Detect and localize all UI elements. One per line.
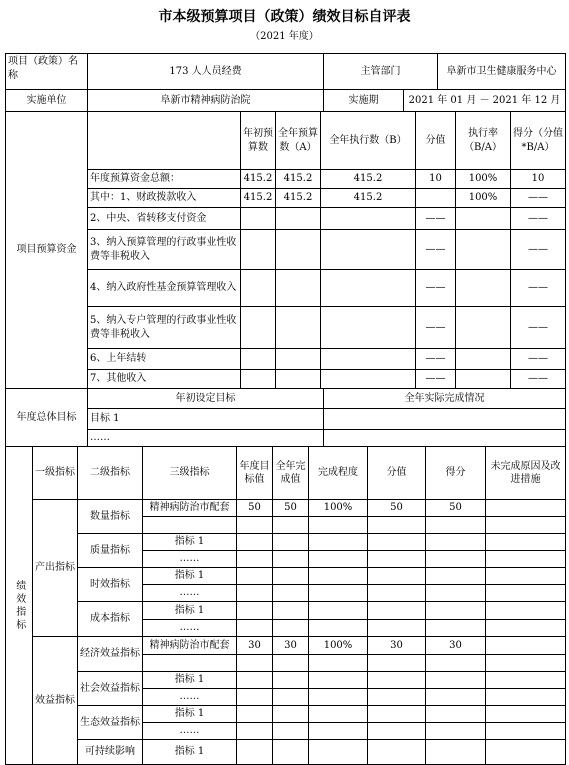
project-name-value: 173 人人员经费 xyxy=(87,53,324,90)
got-value xyxy=(425,705,486,723)
goals-done-1 xyxy=(323,408,566,430)
year-note: （2021 年度） xyxy=(250,31,319,42)
budget-cell-rate: 100% xyxy=(455,169,511,189)
lvl3-cell: 精神病防治市配套 xyxy=(142,499,237,517)
lvl3-cell: 指标 1 xyxy=(142,705,237,723)
budget-cell-initial xyxy=(240,369,276,389)
period-label: 实施期 xyxy=(323,89,404,112)
score-value: 30 xyxy=(367,636,426,655)
score-value xyxy=(367,516,426,534)
got-value xyxy=(425,688,486,706)
budget-cell-rate xyxy=(455,269,511,307)
degree-header: 完成程度 xyxy=(308,446,368,500)
budget-row-label: 3、纳入预算管理的行政事业性收费等非税收入 xyxy=(87,229,241,270)
score-value xyxy=(367,533,426,551)
score-value xyxy=(367,601,426,620)
actual-value xyxy=(272,619,309,637)
score-value xyxy=(367,705,426,723)
lvl3-cell: …… xyxy=(142,550,237,568)
score-value xyxy=(367,654,426,672)
target-value xyxy=(236,601,273,620)
target-value xyxy=(236,584,273,602)
reason-value xyxy=(485,550,566,568)
budget-cell-initial xyxy=(240,269,276,307)
score-value xyxy=(367,550,426,568)
score-value xyxy=(367,722,426,740)
budget-cell-exec xyxy=(320,269,416,307)
budget-cell-annual xyxy=(275,207,321,230)
score-header: 分值 xyxy=(367,446,426,500)
lvl2-cell: 数量指标 xyxy=(77,499,143,534)
target-value xyxy=(236,533,273,551)
budget-cell-exec xyxy=(320,369,416,389)
got-value xyxy=(425,601,486,620)
budget-cell-initial: 415.2 xyxy=(240,169,276,189)
budget-cell-rate xyxy=(455,306,511,349)
goals-set-label: 年初设定目标 xyxy=(87,388,324,409)
degree-value xyxy=(308,654,368,672)
actual-value xyxy=(272,584,309,602)
budget-row-label: 2、中央、省转移支付资金 xyxy=(87,207,241,230)
budget-cell-score: —— xyxy=(415,229,456,270)
got-value xyxy=(425,722,486,740)
lvl1-benefit: 效益指标 xyxy=(32,636,78,765)
reason-value xyxy=(485,619,566,637)
dept-label: 主管部门 xyxy=(323,53,438,90)
target-value xyxy=(236,722,273,740)
got-header: 得分 xyxy=(425,446,486,500)
goals-section-label: 年度总体目标 xyxy=(5,388,88,447)
score-value xyxy=(367,584,426,602)
col-rate-header: 执行率（B/A） xyxy=(455,111,511,170)
col-initial-header: 年初预算数 xyxy=(240,111,276,170)
budget-cell-initial: 415.2 xyxy=(240,188,276,208)
budget-cell-annual xyxy=(275,306,321,349)
lvl3-cell: 精神病防治市配套 xyxy=(142,636,237,655)
perf-section-label: 绩效指标 xyxy=(5,446,33,765)
reason-value xyxy=(485,688,566,706)
budget-cell-initial xyxy=(240,306,276,349)
goals-done-label: 全年实际完成情况 xyxy=(323,388,566,409)
lvl3-cell: 指标 1 xyxy=(142,533,237,551)
col-score-header: 分值 xyxy=(415,111,456,170)
target-value xyxy=(236,705,273,723)
budget-row-label: 6、上年结转 xyxy=(87,348,241,370)
actual-value xyxy=(272,533,309,551)
budget-section-label: 项目预算资金 xyxy=(5,111,88,389)
period-value: 2021 年 01 月 － 2021 年 12 月 xyxy=(403,89,566,112)
degree-value xyxy=(308,688,368,706)
budget-cell-rate xyxy=(455,207,511,230)
budget-cell-got: —— xyxy=(510,188,566,208)
degree-value: 100% xyxy=(308,636,368,655)
got-value xyxy=(425,654,486,672)
goals-more: …… xyxy=(87,429,324,447)
actual-value xyxy=(272,722,309,740)
budget-cell-exec: 415.2 xyxy=(320,188,416,208)
budget-cell-got: —— xyxy=(510,369,566,389)
budget-cell-exec: 415.2 xyxy=(320,169,416,189)
col-exec-header: 全年执行数（B） xyxy=(320,111,416,170)
budget-cell-rate: 100% xyxy=(455,188,511,208)
got-value xyxy=(425,584,486,602)
actual-header: 全年完成值 xyxy=(272,446,309,500)
score-value: 50 xyxy=(367,499,426,517)
actual-value xyxy=(272,654,309,672)
actual-value xyxy=(272,601,309,620)
lvl2-cell: 经济效益指标 xyxy=(77,636,143,672)
degree-value xyxy=(308,516,368,534)
budget-cell-got: 10 xyxy=(510,169,566,189)
degree-value: 100% xyxy=(308,499,368,517)
budget-cell-got: —— xyxy=(510,229,566,270)
budget-cell-rate xyxy=(455,229,511,270)
score-value xyxy=(367,619,426,637)
budget-cell-got: —— xyxy=(510,348,566,370)
lvl3-cell xyxy=(142,516,237,534)
reason-value xyxy=(485,567,566,585)
target-value xyxy=(236,739,273,765)
target-value xyxy=(236,516,273,534)
target-value xyxy=(236,671,273,689)
reason-header: 未完成原因及改进措施 xyxy=(485,446,566,500)
actual-value xyxy=(272,550,309,568)
budget-cell-annual xyxy=(275,229,321,270)
target-header: 年度目标值 xyxy=(236,446,273,500)
lvl3-cell xyxy=(142,654,237,672)
budget-cell-score: —— xyxy=(415,348,456,370)
lvl1-output: 产出指标 xyxy=(32,499,78,637)
got-value: 30 xyxy=(425,636,486,655)
degree-value xyxy=(308,705,368,723)
budget-row-label: 其中：1、财政拨款收入 xyxy=(87,188,241,208)
reason-value xyxy=(485,601,566,620)
lvl3-header: 三级指标 xyxy=(142,446,237,500)
budget-cell-annual: 415.2 xyxy=(275,169,321,189)
lvl3-cell: …… xyxy=(142,584,237,602)
budget-row-label: 5、纳入专户管理的行政事业性收费等非税收入 xyxy=(87,306,241,349)
actual-value xyxy=(272,705,309,723)
actual-value xyxy=(272,671,309,689)
degree-value xyxy=(308,550,368,568)
col-got-header: 得分（分值*B/A） xyxy=(510,111,566,170)
budget-cell-score: —— xyxy=(415,269,456,307)
got-value: 50 xyxy=(425,499,486,517)
target-value xyxy=(236,550,273,568)
degree-value xyxy=(308,533,368,551)
budget-cell-annual: 415.2 xyxy=(275,188,321,208)
got-value xyxy=(425,567,486,585)
col-annual-header: 全年预算数（A） xyxy=(275,111,321,170)
score-value xyxy=(367,739,426,765)
goals-target-1: 目标 1 xyxy=(87,408,324,430)
budget-cell-exec xyxy=(320,348,416,370)
got-value xyxy=(425,516,486,534)
project-name-label: 项目（政策）名称 xyxy=(5,53,88,90)
degree-value xyxy=(308,671,368,689)
budget-header-blank xyxy=(87,111,241,170)
dept-value: 阜新市卫生健康服务中心 xyxy=(437,53,566,90)
target-value xyxy=(236,654,273,672)
lvl3-cell: 指标 1 xyxy=(142,671,237,689)
reason-value xyxy=(485,654,566,672)
impl-unit-label: 实施单位 xyxy=(5,89,88,112)
lvl2-cell: 质量指标 xyxy=(77,533,143,568)
budget-cell-score: —— xyxy=(415,306,456,349)
lvl2-cell: 社会效益指标 xyxy=(77,671,143,706)
target-value: 30 xyxy=(236,636,273,655)
target-value: 50 xyxy=(236,499,273,517)
budget-row-label: 4、纳入政府性基金预算管理收入 xyxy=(87,269,241,307)
degree-value xyxy=(308,567,368,585)
reason-value xyxy=(485,533,566,551)
target-value xyxy=(236,567,273,585)
page-title: 市本级预算项目（政策）绩效目标自评表 xyxy=(158,9,411,25)
reason-value xyxy=(485,636,566,655)
actual-value: 50 xyxy=(272,499,309,517)
budget-cell-score xyxy=(415,188,456,208)
reason-value xyxy=(485,722,566,740)
budget-cell-exec xyxy=(320,229,416,270)
degree-value xyxy=(308,619,368,637)
actual-value xyxy=(272,688,309,706)
budget-cell-initial xyxy=(240,348,276,370)
reason-value xyxy=(485,499,566,517)
reason-value xyxy=(485,739,566,765)
reason-value xyxy=(485,516,566,534)
lvl2-header: 二级指标 xyxy=(77,446,143,500)
lvl2-cell: 可持续影响 xyxy=(77,739,143,765)
score-value xyxy=(367,688,426,706)
lvl3-cell: 指标 1 xyxy=(142,567,237,585)
budget-cell-score: —— xyxy=(415,369,456,389)
target-value xyxy=(236,619,273,637)
budget-cell-score: 10 xyxy=(415,169,456,189)
lvl1-header: 一级指标 xyxy=(32,446,78,500)
budget-row-label: 7、其他收入 xyxy=(87,369,241,389)
lvl3-cell: …… xyxy=(142,619,237,637)
got-value xyxy=(425,671,486,689)
budget-cell-initial xyxy=(240,207,276,230)
budget-cell-rate xyxy=(455,369,511,389)
goals-done-more xyxy=(323,429,566,447)
degree-value xyxy=(308,584,368,602)
actual-value: 30 xyxy=(272,636,309,655)
actual-value xyxy=(272,567,309,585)
lvl3-cell: …… xyxy=(142,688,237,706)
lvl3-cell: 指标 1 xyxy=(142,601,237,620)
budget-cell-annual xyxy=(275,348,321,370)
score-value xyxy=(367,567,426,585)
degree-value xyxy=(308,601,368,620)
reason-value xyxy=(485,671,566,689)
got-value xyxy=(425,550,486,568)
budget-cell-exec xyxy=(320,207,416,230)
actual-value xyxy=(272,516,309,534)
budget-cell-rate xyxy=(455,348,511,370)
got-value xyxy=(425,533,486,551)
budget-cell-score: —— xyxy=(415,207,456,230)
lvl2-cell: 成本指标 xyxy=(77,601,143,637)
score-value xyxy=(367,671,426,689)
degree-value xyxy=(308,722,368,740)
degree-value xyxy=(308,739,368,765)
budget-cell-exec xyxy=(320,306,416,349)
lvl2-cell: 生态效益指标 xyxy=(77,705,143,740)
got-value xyxy=(425,619,486,637)
budget-row-label: 年度预算资金总额： xyxy=(87,169,241,189)
reason-value xyxy=(485,584,566,602)
target-value xyxy=(236,688,273,706)
reason-value xyxy=(485,705,566,723)
budget-cell-got: —— xyxy=(510,207,566,230)
lvl2-cell: 时效指标 xyxy=(77,567,143,602)
budget-cell-initial xyxy=(240,229,276,270)
self-evaluation-table xyxy=(5,53,565,764)
lvl3-cell: 指标 1 xyxy=(142,739,237,765)
lvl3-cell: …… xyxy=(142,722,237,740)
budget-cell-annual xyxy=(275,369,321,389)
actual-value xyxy=(272,739,309,765)
budget-cell-got: —— xyxy=(510,269,566,307)
impl-unit-value: 阜新市精神病防治院 xyxy=(87,89,324,112)
budget-cell-got: —— xyxy=(510,306,566,349)
got-value xyxy=(425,739,486,765)
budget-cell-annual xyxy=(275,269,321,307)
